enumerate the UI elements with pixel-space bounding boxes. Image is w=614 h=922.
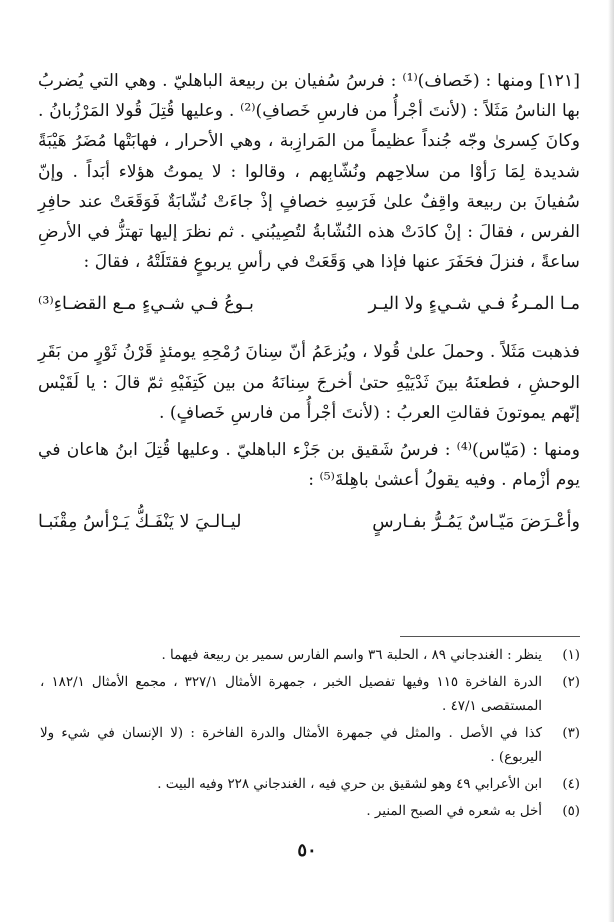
footnote-number: (٢) — [562, 675, 580, 690]
paragraph-mayyas: ومنها : (مَيّاس)⁽⁴⁾ : فرسُ شَقيق بن جَزْء الباهليّ . وعليها قُتِلَ ابنُ هاعان في يوم أزْمام . وفيه يقولُ أعشىٰ باهِلةَ⁽⁵⁾ : — [38, 440, 581, 491]
paragraph-proverb: فذهبت مَثَلاً . وحملَ علىٰ قُولا ، ويُزعَمُ أنّ سِنانَ رُمْحِهِ يومئذٍ قَرْنُ ثَوْرٍ من بَقَرِ الوحشِ ، فطعنَهُ بينَ ثَدْيَيْهِ حتىٰ أخرجَ سِنانَهُ من بين كَتِفَيْهِ ثمّ قالَ : يا لَقَيْس إنّهم يموتونَ فقالتِ العربُ : (لأنتَ أجْرأُ من فارسِ خَصافٍ) . — [38, 342, 580, 423]
footnote-text: ابن الأعرابي ٤٩ وهو لشقيق بن حري فيه ، الغندجاني ٢٢٨ وفيه البيت . — [157, 777, 542, 792]
footnote-number: (٥) — [562, 804, 580, 819]
paragraph-khasaf: [١٢١] ومنها : (خَصاف)⁽¹⁾ : فرسُ سُفيان بن ربيعة الباهليّ . وهي التي يُضربُ بها الناسُ مَثَلاً : (لأنتَ أجْرأُ من فارسِ خَصافِ)⁽²⁾ . وعليها قُتِلَ قُولا المَرْزُبانُ . وكانَ كِسرىٰ وجّه جُنداً عظيماً من المَرازِبة ، وهي الأحرار ، فهابَتْها مُضَرُ هَيْبَةً شديدة لِمَا رَأوْا من سلاحِهم ونُشّابِهم ، وقالوا : لا يموتُ هؤلاء أبَداً . وإنّ سُفيانَ بن ربيعة واقِفٌ علىٰ فَرَسِهِ خصافٍ إذْ جاءَتْ نُشّابَةٌ فَوَقَعَتْ عند حافِرِ الفرس ، فقالَ : إنْ كادَتْ هذه النُشّابةُ لتُصِيبُني . ثم نظرَ إليها تهتزُّ في الأرضِ ساعةً ، فنزلَ فحَفَرَ عنها فإذا هي وَقَعَتْ في رأسِ يربوعٍ فقتَلَتْهُ ، فقالَ : — [38, 71, 580, 273]
footnote-text: ينظر : الغندجاني ٨٩ ، الحلبة ٣٦ واسم الفارس سمير بن ربيعة فيهما . — [161, 648, 542, 663]
footnote-text: أخل به شعره في الصبح المنير . — [366, 804, 542, 819]
poem-verse-1-first-hemistich: مـا المـرءُ فـي شـيءٍ ولا اليـر — [368, 294, 580, 315]
footnotes — [40, 644, 580, 827]
footnote-text: كذا في الأصل . والمثل في جمهرة الأمثال والدرة الفاخرة : (لا الإنسان في شيء ولا اليربوع) . — [40, 726, 542, 765]
main-text — [38, 66, 580, 555]
footnote-number: (٤) — [562, 777, 580, 792]
poem-verse-2-second-hemistich: ليـالـيَ لا يَنْفَـكُّ يَـرْأسُ مِقْنَبـا — [38, 512, 242, 533]
footnote — [40, 800, 580, 824]
paragraph-spacer — [38, 428, 580, 435]
poem-verse-2 — [38, 505, 580, 539]
footnote-number: (١) — [562, 648, 580, 663]
poem-verse-1 — [38, 287, 580, 321]
footnote — [40, 722, 580, 770]
footnote — [40, 671, 580, 719]
poem-verse-1-second-hemistich: بـوعُ فـي شـيءٍ مـع القضـاءِ⁽³⁾ — [38, 294, 254, 315]
page-number: ٥٠ — [297, 840, 317, 861]
footnote-separator — [400, 636, 580, 637]
page-edge-shadow — [608, 0, 614, 922]
footnote-number: (٣) — [562, 726, 580, 741]
footnote-text: الدرة الفاخرة ١١٥ وفيها تفصيل الخبر ، جمهرة الأمثال ٣٢٧/١ ، مجمع الأمثال ١٨٢/١ ، المستقصى ٤٧/١ . — [40, 675, 542, 714]
poem-verse-2-first-hemistich: وأعْـرَضَ مَيّـاسٌ يَمُـرُّ بفـارسٍ — [372, 512, 580, 533]
footnote — [40, 773, 580, 797]
footnote — [40, 644, 580, 668]
